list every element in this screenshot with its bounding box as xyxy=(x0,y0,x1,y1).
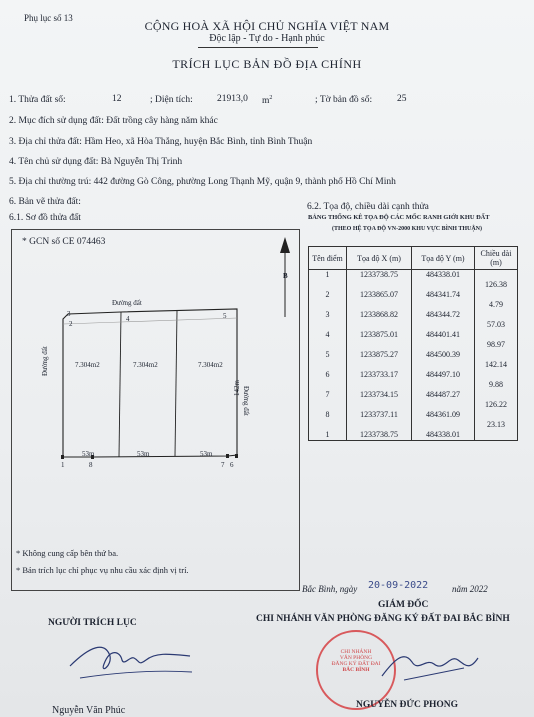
parcel-number: 12 xyxy=(112,94,122,104)
table-row xyxy=(309,280,518,290)
table-row xyxy=(309,370,518,380)
cell-point xyxy=(309,300,347,310)
date-stamp: 20-09-2022 xyxy=(368,580,429,591)
seal-line-4: BẮC BÌNH xyxy=(342,667,370,673)
table-row xyxy=(309,390,518,400)
north-arrow-head xyxy=(280,237,290,253)
note-third-party: * Không cung cấp bên thứ ba. xyxy=(16,548,119,558)
cell-y: 484401.41 xyxy=(412,330,475,340)
drawing-label: 6. Bản vẽ thửa đất: xyxy=(9,197,81,207)
table-row xyxy=(309,360,518,370)
point-marker-1 xyxy=(61,455,64,459)
table-row xyxy=(309,330,518,340)
cell-y xyxy=(412,340,475,350)
cell-y: 484487.27 xyxy=(412,390,475,400)
cell-point: 4 xyxy=(309,330,347,340)
cell-point: 2 xyxy=(309,290,347,300)
cell-point xyxy=(309,360,347,370)
cell-length xyxy=(475,330,518,340)
cell-length: 142.14 xyxy=(475,360,518,370)
cell-length: 126.38 xyxy=(475,280,518,290)
document-title: TRÍCH LỤC BẢN ĐỒ ĐỊA CHÍNH xyxy=(172,57,362,71)
year-label: năm 2022 xyxy=(452,584,488,594)
table-row xyxy=(309,320,518,330)
motto-underline xyxy=(198,47,318,48)
north-label: B xyxy=(283,272,288,280)
cell-x: 1233733.17 xyxy=(347,370,412,380)
seal-line-1: CHI NHÁNH xyxy=(340,649,372,655)
lot-area-1: 7.304m2 xyxy=(75,361,100,369)
table-row xyxy=(309,430,518,441)
cell-length: 98.97 xyxy=(475,340,518,350)
director-name: NGUYỄN ĐỨC PHONG xyxy=(356,700,459,710)
lot-divider-left xyxy=(119,312,121,457)
point-label-5: 5 xyxy=(223,312,227,320)
header-point: Tên điểm xyxy=(309,247,347,270)
header-length: Chiều dài (m) xyxy=(475,247,518,270)
area-unit: $m^2$ xyxy=(262,95,273,107)
seal-line-2: VĂN PHÒNG xyxy=(339,655,373,661)
cell-y xyxy=(412,300,475,310)
certificate-number: * GCN số CE 074463 xyxy=(22,237,106,247)
extractor-title: NGƯỜI TRÍCH LỤC xyxy=(48,618,137,628)
seal-line-3: ĐĂNG KÝ ĐẤT ĐAI xyxy=(331,661,381,667)
cell-y xyxy=(412,320,475,330)
width-1: 53m xyxy=(82,450,95,458)
cell-point xyxy=(309,340,347,350)
table-row xyxy=(309,300,518,310)
cell-point xyxy=(309,400,347,410)
table-title: BẢNG THỐNG KÊ TỌA ĐỘ CÁC MỐC RANH GIỚI KHU ĐẤT xyxy=(308,214,490,221)
cell-x: 1233738.75 xyxy=(347,270,412,281)
map-number: 25 xyxy=(397,94,407,104)
cell-length xyxy=(475,270,518,281)
parcel-address: 3. Địa chỉ thửa đất: Hầm Heo, xã Hòa Thắng, huyện Bắc Bình, tỉnh Bình Thuận xyxy=(9,137,313,147)
lot-divider-right xyxy=(175,311,177,456)
cell-x: 1233738.75 xyxy=(347,430,412,441)
cell-y: 484500.39 xyxy=(412,350,475,360)
cell-point: 8 xyxy=(309,410,347,420)
table-row xyxy=(309,290,518,300)
cell-point xyxy=(309,420,347,430)
road-edge xyxy=(63,318,237,324)
cell-x xyxy=(347,420,412,430)
cell-length xyxy=(475,430,518,441)
cell-x xyxy=(347,340,412,350)
cell-point: 5 xyxy=(309,350,347,360)
area-value: 21913,0 xyxy=(217,94,248,104)
table-body xyxy=(309,270,518,441)
cell-length xyxy=(475,410,518,420)
cell-length: 4.79 xyxy=(475,300,518,310)
point-label-2: 2 xyxy=(69,320,73,328)
map-label: ; Tờ bản đồ số: xyxy=(315,95,373,105)
owner-name: 4. Tên chủ sử dụng đất: Bà Nguyễn Thị Trinh xyxy=(9,157,183,167)
road-left-label: Đường đất xyxy=(41,346,49,376)
point-label-4: 4 xyxy=(126,315,130,323)
cell-y xyxy=(412,280,475,290)
cell-y: 484338.01 xyxy=(412,270,475,281)
cell-x xyxy=(347,380,412,390)
cell-y xyxy=(412,360,475,370)
point-label-8: 8 xyxy=(89,461,93,469)
cell-length xyxy=(475,390,518,400)
cell-point xyxy=(309,280,347,290)
table-row xyxy=(309,310,518,320)
cell-length xyxy=(475,370,518,380)
point-label-1: 1 xyxy=(61,461,65,469)
cell-point: 6 xyxy=(309,370,347,380)
cell-length: 57.03 xyxy=(475,320,518,330)
area-label: ; Diện tích: xyxy=(150,95,193,105)
table-subtitle: (THEO HỆ TỌA ĐỘ VN-2000 KHU VỰC BÌNH THUẬN) xyxy=(332,226,483,232)
cell-x: 1233875.27 xyxy=(347,350,412,360)
cell-point: 1 xyxy=(309,270,347,281)
parcel-boundary xyxy=(63,309,237,457)
cell-y xyxy=(412,420,475,430)
cell-x: 1233868.82 xyxy=(347,310,412,320)
cell-x: 1233734.15 xyxy=(347,390,412,400)
cell-length: 126.22 xyxy=(475,400,518,410)
coordinates-label: 6.2. Tọa độ, chiều dài cạnh thửa xyxy=(307,202,429,212)
cell-x xyxy=(347,280,412,290)
cell-x xyxy=(347,300,412,310)
lot-area-3: 7.304m2 xyxy=(198,361,223,369)
cell-point: 7 xyxy=(309,390,347,400)
cell-x: 1233865.07 xyxy=(347,290,412,300)
cell-x: 1233875.01 xyxy=(347,330,412,340)
table-row xyxy=(309,410,518,420)
cell-length xyxy=(475,350,518,360)
point-marker-6 xyxy=(235,454,238,458)
cell-y: 484361.09 xyxy=(412,410,475,420)
cell-y: 484338.01 xyxy=(412,430,475,441)
table-row xyxy=(309,340,518,350)
extractor-name: Nguyễn Văn Phúc xyxy=(52,705,126,716)
parcel-drawing xyxy=(11,229,298,589)
director-signature xyxy=(374,640,484,690)
cell-point: 1 xyxy=(309,430,347,441)
director-title: GIÁM ĐỐC xyxy=(378,600,429,610)
table-row xyxy=(309,380,518,390)
place-date-label: Bắc Bình, ngày xyxy=(302,584,358,594)
cell-length: 23.13 xyxy=(475,420,518,430)
width-3: 53m xyxy=(200,450,213,458)
cell-y: 484341.74 xyxy=(412,290,475,300)
land-purpose: 2. Mục đích sử dụng đất: Đất trồng cây hàng năm khác xyxy=(9,116,218,126)
cell-y xyxy=(412,380,475,390)
cell-x xyxy=(347,320,412,330)
table-header-row xyxy=(309,247,518,270)
cell-y xyxy=(412,400,475,410)
cell-point: 3 xyxy=(309,310,347,320)
width-2: 53m xyxy=(137,450,150,458)
motto: Độc lập - Tự do - Hạnh phúc xyxy=(209,33,325,44)
extractor-signature xyxy=(60,636,200,686)
header-y: Tọa độ Y (m) xyxy=(412,247,475,270)
cell-x: 1233737.11 xyxy=(347,410,412,420)
appendix-number: Phụ lục số 13 xyxy=(24,13,73,23)
header-x: Tọa độ X (m) xyxy=(347,247,412,270)
coordinate-table xyxy=(308,246,518,441)
branch-name: CHI NHÁNH VĂN PHÒNG ĐĂNG KÝ ĐẤT ĐAI BẮC BÌNH xyxy=(256,614,510,624)
lot-area-2: 7.304m2 xyxy=(133,361,158,369)
side-length-label: 142m xyxy=(233,380,241,396)
point-marker-7 xyxy=(226,454,229,458)
point-label-6: 6 xyxy=(230,461,234,469)
cell-length xyxy=(475,290,518,300)
table-row xyxy=(309,420,518,430)
cell-point xyxy=(309,380,347,390)
cell-y: 484497.10 xyxy=(412,370,475,380)
sketch-label: 6.1. Sơ đồ thửa đất xyxy=(9,213,81,223)
owner-residence: 5. Địa chỉ thường trú: 442 đường Gò Công, phường Long Thạnh Mỹ, quận 9, thành phố Hồ Chí Minh xyxy=(9,177,396,187)
road-top-label: Đường đất xyxy=(112,299,142,307)
republic-heading: CỘNG HOÀ XÃ HỘI CHỦ NGHĨA VIỆT NAM xyxy=(144,19,390,33)
note-purpose: * Bản trích lục chỉ phục vụ nhu cầu xác định vị trí. xyxy=(16,565,189,575)
cell-length xyxy=(475,310,518,320)
table-row xyxy=(309,350,518,360)
cell-x xyxy=(347,360,412,370)
point-label-3: 3 xyxy=(67,310,71,318)
table-row xyxy=(309,400,518,410)
cell-x xyxy=(347,400,412,410)
table-row xyxy=(309,270,518,281)
road-right-label: Đường đất xyxy=(242,386,250,416)
point-label-7: 7 xyxy=(221,461,225,469)
cell-point xyxy=(309,320,347,330)
parcel-label: 1. Thửa đất số: xyxy=(9,95,66,105)
cell-length: 9.88 xyxy=(475,380,518,390)
cell-y: 484344.72 xyxy=(412,310,475,320)
